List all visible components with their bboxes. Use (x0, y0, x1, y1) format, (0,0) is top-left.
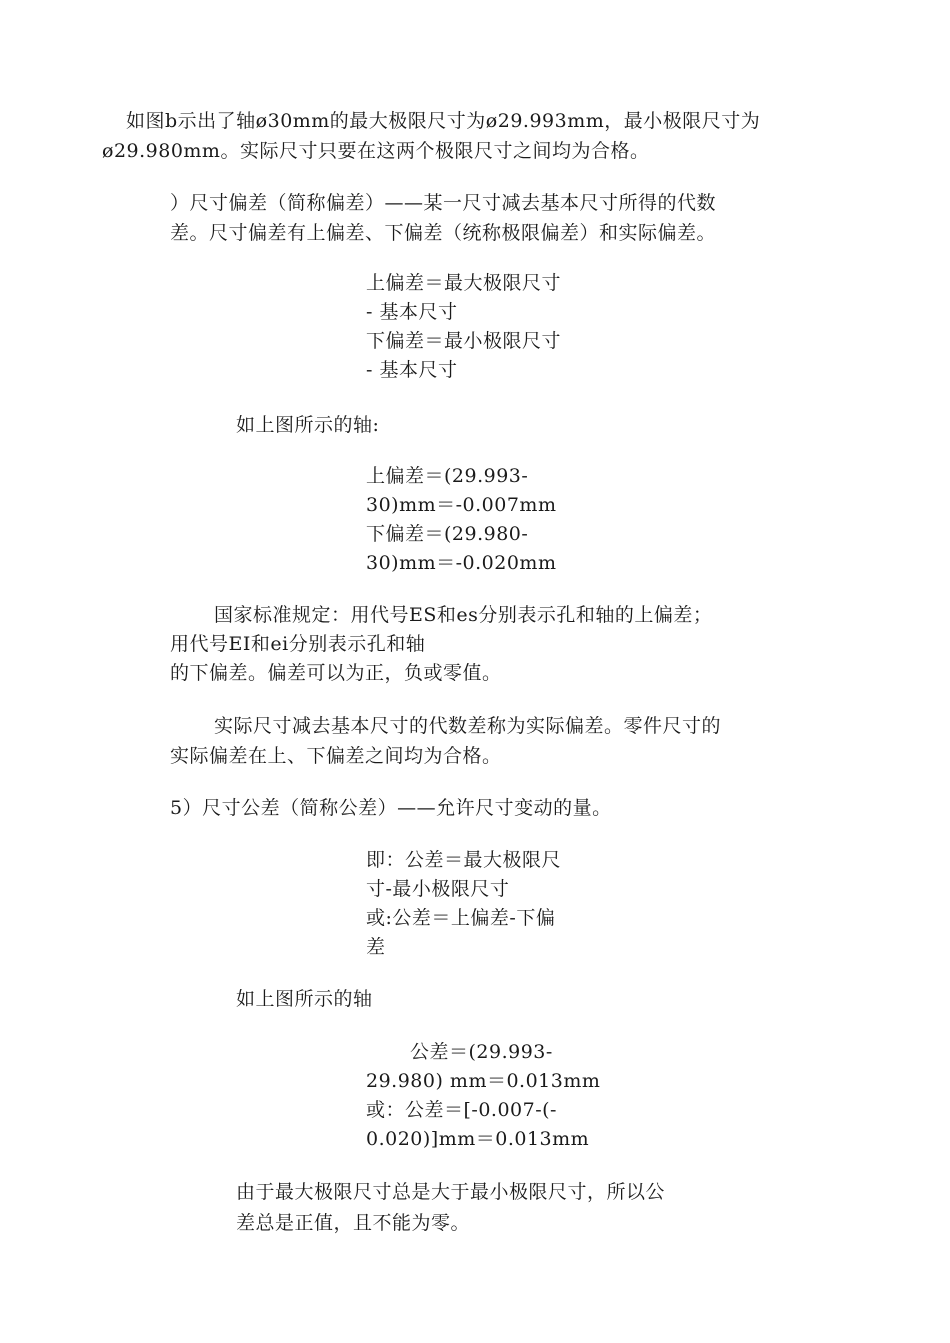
text-line: 实际尺寸减去基本尺寸的代数差称为实际偏差。零件尺寸的 (214, 715, 722, 737)
formula-line: 下偏差＝最小极限尺寸 (366, 330, 562, 352)
formula-line: 或:公差＝上偏差-下偏 (366, 907, 556, 929)
formula-line: 30)mm＝-0.020mm (366, 552, 557, 574)
formula-line: 0.020)]mm＝0.013mm (366, 1128, 590, 1150)
paragraph-tolerance-definition (170, 793, 612, 823)
formula-line: 寸-最小极限尺寸 (366, 878, 510, 900)
formula-tolerance-definitions (366, 846, 561, 962)
paragraph-limit-size-example (102, 106, 760, 166)
formula-line: 公差＝(29.993- (410, 1041, 553, 1063)
formula-deviation-definitions (366, 269, 561, 385)
paragraph-tolerance-always-positive (236, 1177, 665, 1239)
formula-line: 上偏差＝最大极限尺寸 (366, 272, 562, 294)
text-line: 由于最大极限尺寸总是大于最小极限尺寸，所以公 (236, 1181, 666, 1203)
formula-line: 或：公差＝[-0.007-(- (366, 1099, 557, 1121)
text-line: 差总是正值，且不能为零。 (236, 1212, 471, 1234)
formula-line: 29.980) mm＝0.013mm (366, 1070, 601, 1092)
paragraph-size-deviation-definition (170, 188, 716, 248)
text-line: 国家标准规定：用代号ES和es分别表示孔和轴的上偏差； (214, 604, 713, 626)
formula-line: 即：公差＝最大极限尺 (366, 849, 562, 871)
formula-line: 上偏差＝(29.993- (366, 465, 529, 487)
formula-line: 差 (366, 936, 386, 958)
formula-tolerance-calculation (366, 1038, 600, 1154)
text-line: 实际偏差在上、下偏差之间均为合格。 (170, 745, 502, 767)
paragraph-shaft-example-intro-2 (236, 984, 373, 1014)
formula-line: - 基本尺寸 (366, 359, 458, 381)
text-line: 差。尺寸偏差有上偏差、下偏差（统称极限偏差）和实际偏差。 (170, 222, 717, 244)
text-line: ø29.980mm。实际尺寸只要在这两个极限尺寸之间均为合格。 (102, 140, 650, 162)
paragraph-shaft-example-intro (236, 410, 379, 440)
text-line: 5）尺寸公差（简称公差）——允许尺寸变动的量。 (170, 797, 612, 819)
text-line: 的下偏差。偏差可以为正，负或零值。 (170, 662, 502, 684)
text-line: 如图b示出了轴ø30mm的最大极限尺寸为ø29.993mm，最小极限尺寸为 (126, 110, 761, 132)
formula-line: 30)mm＝-0.007mm (366, 494, 557, 516)
text-line: 如上图所示的轴: (236, 414, 380, 436)
paragraph-national-standard (170, 601, 712, 688)
text-line: ）尺寸偏差（简称偏差）——某一尺寸减去基本尺寸所得的代数 (170, 192, 717, 214)
text-line: 如上图所示的轴 (236, 988, 373, 1010)
text-line: 用代号EI和ei分别表示孔和轴 (170, 633, 426, 655)
paragraph-actual-deviation (170, 711, 721, 771)
formula-line: - 基本尺寸 (366, 301, 458, 323)
formula-deviation-calculation (366, 462, 556, 578)
formula-line: 下偏差＝(29.980- (366, 523, 529, 545)
